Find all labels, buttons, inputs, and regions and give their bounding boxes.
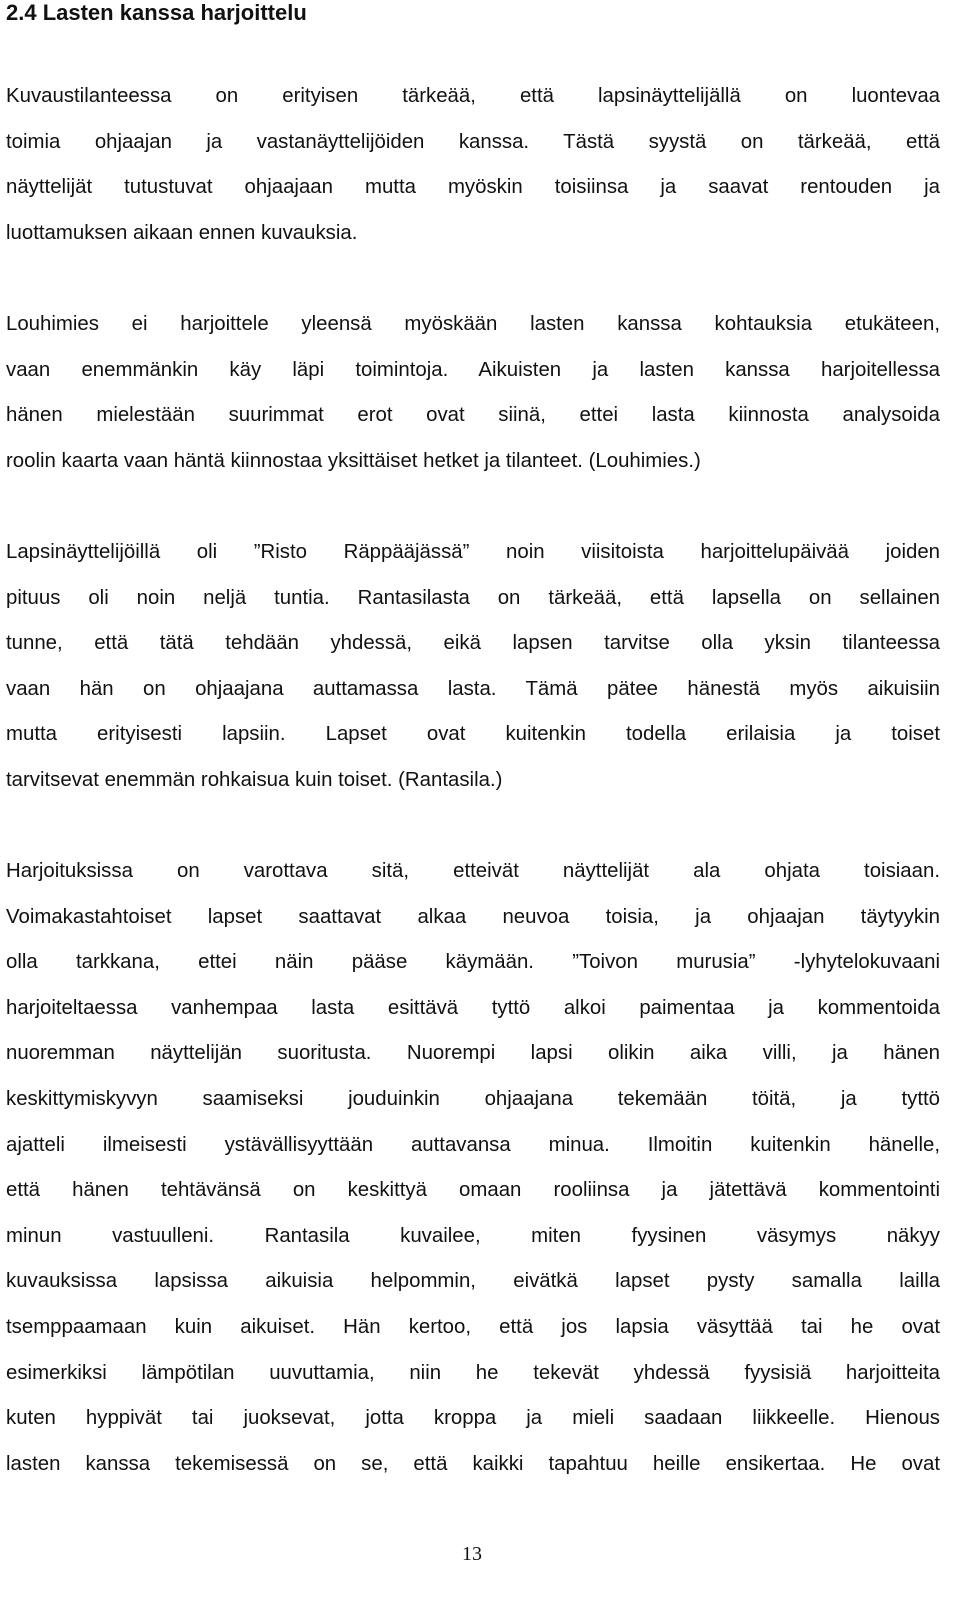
paragraph-line: luottamuksen aikaan ennen kuvauksia. — [6, 221, 358, 244]
paragraph-line: toimia ohjaajan ja vastanäyttelijöiden kanssa. Tästä syystä on tärkeää, että — [6, 130, 940, 153]
paragraph-line: kuten hyppivät tai juoksevat, jotta kroppa ja mieli saadaan liikkeelle. Hienous — [6, 1407, 940, 1430]
paragraph-line: vaan enemmänkin käy läpi toimintoja. Aikuisten ja lasten kanssa harjoitellessa — [6, 358, 940, 381]
paragraph-line: Harjoituksissa on varottava sitä, etteivät näyttelijät ala ohjata toisiaan. — [6, 860, 940, 882]
paragraph-line: hänen mielestään suurimmat erot ovat siinä, ettei lasta kiinnosta analysoida — [6, 404, 940, 427]
paragraph-line: tsemppaamaan kuin aikuiset. Hän kertoo, että jos lapsia väsyttää tai he ovat — [6, 1315, 940, 1338]
page-number: 13 — [462, 1543, 482, 1565]
paragraph-line: roolin kaarta vaan häntä kiinnostaa yksittäiset hetket ja tilanteet. (Louhimies.) — [6, 449, 701, 472]
paragraph-line: ajatteli ilmeisesti ystävällisyyttään auttavansa minua. Ilmoitin kuitenkin hänelle, — [6, 1133, 940, 1156]
paragraph-line: esimerkiksi lämpötilan uuvuttamia, niin he tekevät yhdessä fyysisiä harjoitteita — [6, 1361, 940, 1384]
paragraph-line: harjoiteltaessa vanhempaa lasta esittävä tyttö alkoi paimentaa ja kommentoida — [6, 996, 940, 1019]
paragraph-line: mutta erityisesti lapsiin. Lapset ovat kuitenkin todella erilaisia ja toiset — [6, 723, 940, 746]
paragraph-line: että hänen tehtävänsä on keskittyä omaan rooliinsa ja jätettävä kommentointi — [6, 1179, 940, 1202]
paragraph-line: lasten kanssa tekemisessä on se, että kaikki tapahtuu heille ensikertaa. He ovat — [6, 1452, 940, 1475]
paragraph-line: näyttelijät tutustuvat ohjaajaan mutta myöskin toisiinsa ja saavat rentouden ja — [6, 176, 940, 199]
paragraph-line: nuoremman näyttelijän suoritusta. Nuorempi lapsi olikin aika villi, ja hänen — [6, 1042, 940, 1065]
paragraph-line: keskittymiskyvyn saamiseksi jouduinkin ohjaajana tekemään töitä, ja tyttö — [6, 1087, 940, 1110]
paragraph-line: tunne, että tätä tehdään yhdessä, eikä lapsen tarvitse olla yksin tilanteessa — [6, 632, 940, 655]
paragraph-line: Voimakastahtoiset lapset saattavat alkaa neuvoa toisia, ja ohjaajan täytyykin — [6, 905, 940, 928]
paragraph-line: Kuvaustilanteessa on erityisen tärkeää, että lapsinäyttelijällä on luontevaa — [6, 85, 940, 107]
paragraph-line: minun vastuulleni. Rantasila kuvailee, miten fyysinen väsymys näkyy — [6, 1224, 940, 1247]
paragraph-line: kuvauksissa lapsissa aikuisia helpommin, eivätkä lapset pysty samalla lailla — [6, 1270, 940, 1293]
paragraph-line: olla tarkkana, ettei näin pääse käymään. ”Toivon murusia” -lyhytelokuvaani — [6, 951, 940, 974]
paragraph-3 — [6, 530, 940, 804]
section-heading: 2.4 Lasten kanssa harjoittelu — [6, 0, 307, 25]
paragraph-2 — [6, 302, 940, 484]
paragraph-line: pituus oli noin neljä tuntia. Rantasilasta on tärkeää, että lapsella on sellainen — [6, 586, 940, 609]
paragraph-line: Lapsinäyttelijöillä oli ”Risto Räppääjässä” noin viisitoista harjoittelupäivää joiden — [6, 541, 940, 563]
paragraph-line: Louhimies ei harjoittele yleensä myöskään lasten kanssa kohtauksia etukäteen, — [6, 313, 940, 335]
paragraph-line: vaan hän on ohjaajana auttamassa lasta. Tämä pätee hänestä myös aikuisiin — [6, 677, 940, 700]
paragraph-1 — [6, 74, 940, 256]
paragraph-4 — [6, 849, 940, 1487]
paragraph-line: tarvitsevat enemmän rohkaisua kuin toiset. (Rantasila.) — [6, 768, 503, 791]
